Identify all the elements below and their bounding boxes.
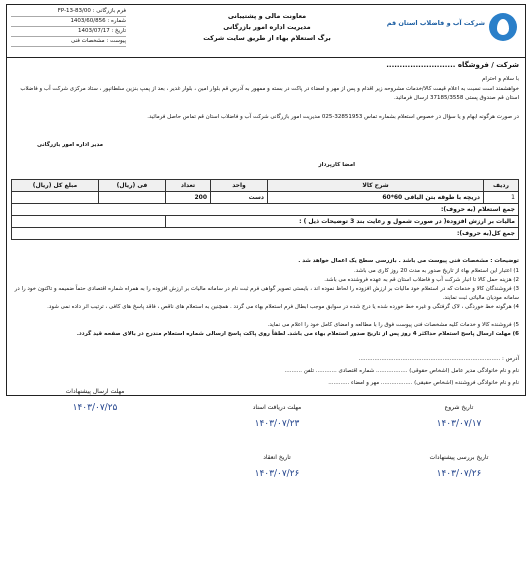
- review-date-value: ۱۴۰۳/۰۷/۲۶: [436, 469, 482, 479]
- col-description: شرح کالا: [268, 180, 484, 192]
- cell-price[interactable]: [99, 192, 166, 204]
- offers-date-value: ۱۴۰۳/۰۷/۲۵: [72, 403, 118, 413]
- start-date: [394, 404, 524, 446]
- review-date: [394, 454, 524, 496]
- table-row: [12, 192, 519, 204]
- buyer-signature: امضا کارپرداز: [318, 162, 355, 168]
- cell-row: 1: [484, 192, 519, 204]
- cell-qty: 200: [166, 192, 211, 204]
- note-5: 5) فروشنده کالا و خدمات کلیه مشخصات فنی پیوست فوق را با مطالعه و امضای کامل خود را اعلام می نماید.: [267, 322, 519, 328]
- doc-date: تاریخ : 1403/07/17: [11, 27, 126, 37]
- table-header-row: [12, 180, 519, 192]
- col-total: مبلغ کل (ریال): [12, 180, 99, 192]
- cell-unit: دست: [211, 192, 268, 204]
- form-number: فرم بازرگانی : FP-13-83/00: [11, 7, 126, 17]
- company-name: شرکت آب و فاضلاب استان قم: [386, 19, 485, 27]
- col-qty: تعداد: [166, 180, 211, 192]
- start-date-value: ۱۴۰۳/۰۷/۱۷: [436, 419, 482, 429]
- offers-date-label: مهلت ارسال پیشنهادات: [65, 388, 125, 395]
- form-header: [7, 5, 525, 58]
- col-unit: واحد: [211, 180, 268, 192]
- manager-line[interactable]: نام و نام خانوادگی مدیر عامل (اشخاص حقوقی) .................. شماره اقتصادی ............ تلفن ..........: [284, 368, 519, 374]
- total-row: [12, 228, 519, 240]
- start-date-label: تاریخ شروع: [444, 404, 474, 411]
- col-price: فی (ریال): [99, 180, 166, 192]
- intro-text: خواهشمند است نسبت به اعلام قیمت کالا/خدمات مشروحه زیر اقدام و پس از مهر و امضاء در پاکت در بسته و ممهور به آدرس قم بلوار امین ، بلوار غدیر ، بعد از پمپ بنزین سلطانپور ، ستاد مرکزی شرکت آب و فاضلاب استان قم صندوق پستی 37185/3558 ارسال فرمائید.: [20, 86, 519, 101]
- company-logo: [367, 9, 517, 53]
- total-label: جمع کل(به حروف):: [12, 228, 519, 240]
- cell-description: دریچه با طوقه بتن الیافی 60*60: [268, 192, 484, 204]
- water-drop-icon: [489, 13, 517, 41]
- opening-date: [212, 454, 342, 496]
- items-table: [11, 179, 519, 240]
- doc-number: شماره : 1403/60/856: [11, 17, 126, 27]
- review-date-label: تاریخ بررسی پیشنهادات: [429, 454, 489, 461]
- vat-label: مالیات بر ارزش افزوده( در صورت شمول و رعایت بند 3 توضیحات ذیل ) :: [166, 216, 519, 228]
- opening-date-value: ۱۴۰۳/۰۷/۲۶: [254, 469, 300, 479]
- notes-title: توضیحات : مشخصات فنی پیوست می باشد . بازرسی سطح یک اعمال خواهد شد .: [298, 258, 519, 264]
- vat-row: [12, 216, 519, 228]
- col-row: ردیف: [484, 180, 519, 192]
- note-3: 3) فروشندگان کالا و خدمات که در استعلام خود مالیات بر ارزش افزوده را لحاظ نموده اند ، بایستی تصویر گواهی فرم ثبت نام در سامانه مالیات بر ارزش افزوده را به همراه شماره اقتصادی حتماً ضمیمه و تاکنون خود را در سامانه مودیان مالیاتی ثبت نمایند.: [14, 286, 519, 301]
- seller-line[interactable]: نام و نام خانوادگی فروشنده (اشخاص حقیقی) .................. مهر و امضاء ............: [328, 380, 519, 386]
- deadline-date: [212, 404, 342, 446]
- deadline-date-label: مهلت دریافت اسناد: [252, 404, 302, 411]
- attachment: پیوست : مشخصات فنی: [11, 37, 126, 47]
- form-meta: [11, 7, 126, 47]
- note-1: 1) اعتبار این استعلام بهاء از تاریخ صدور به مدت 20 روز کاری می باشد.: [354, 268, 519, 274]
- cell-total[interactable]: [12, 192, 99, 204]
- header-title-3: برگ استعلام بهاء از طریق سایت شرکت: [203, 34, 331, 42]
- note-4: 4) هرگونه خط خوردگی ، لاک گرفتگی و غیره خط خورده شده یا درج شده در سوابق موجب ابطال فرم استعلام بهاء می گردد . همچنین به استعلام های ناقص ، فاقد پاسخ های کافی ، ترتیب اثر داده نمی شود.: [47, 304, 519, 310]
- offers-date: [30, 388, 160, 430]
- dates-section: [0, 388, 532, 576]
- inquiry-form: [6, 4, 526, 396]
- sum-row: [12, 204, 519, 216]
- note-2: 2) هزینه حمل کالا تا انبار شرکت آب و فاضلاب استان قم به عهده فروشنده می باشد.: [324, 277, 519, 283]
- header-titles: [167, 11, 367, 44]
- header-title-2: مدیریت اداره امور بازرگانی: [223, 23, 311, 31]
- address-line[interactable]: آدرس : .................................................................................: [358, 356, 519, 362]
- header-title-1: معاونت مالی و پشتیبانی: [227, 12, 307, 20]
- opening-date-label: تاریخ انعقاد: [263, 454, 291, 461]
- contact-text: در صورت هرگونه ابهام و یا سؤال در خصوص استعلام بشماره تماس 32851953-025 مدیریت امور بازرگانی شرکت آب و فاضلاب استان قم تماس حاصل فرمائید.: [147, 114, 519, 120]
- vat-value[interactable]: [12, 216, 166, 228]
- note-6: 6) مهلت ارسال پاسخ استعلام حداکثر 4 روز پس از تاریخ صدور استعلام بهاء می باشد. لطفاً روی پاکت پاسخ ارسالی شماره استعلام مندرج در بالای صفحه قید گردد.: [76, 331, 519, 337]
- recipient: شرکت / فروشگاه ..........................: [386, 61, 519, 69]
- signature-title: مدیر اداره امور بازرگانی: [37, 142, 104, 148]
- sum-label: جمع استعلام (به حروف):: [12, 204, 519, 216]
- greeting: با سلام و احترام: [482, 76, 519, 82]
- deadline-date-value: ۱۴۰۳/۰۷/۲۳: [254, 419, 300, 429]
